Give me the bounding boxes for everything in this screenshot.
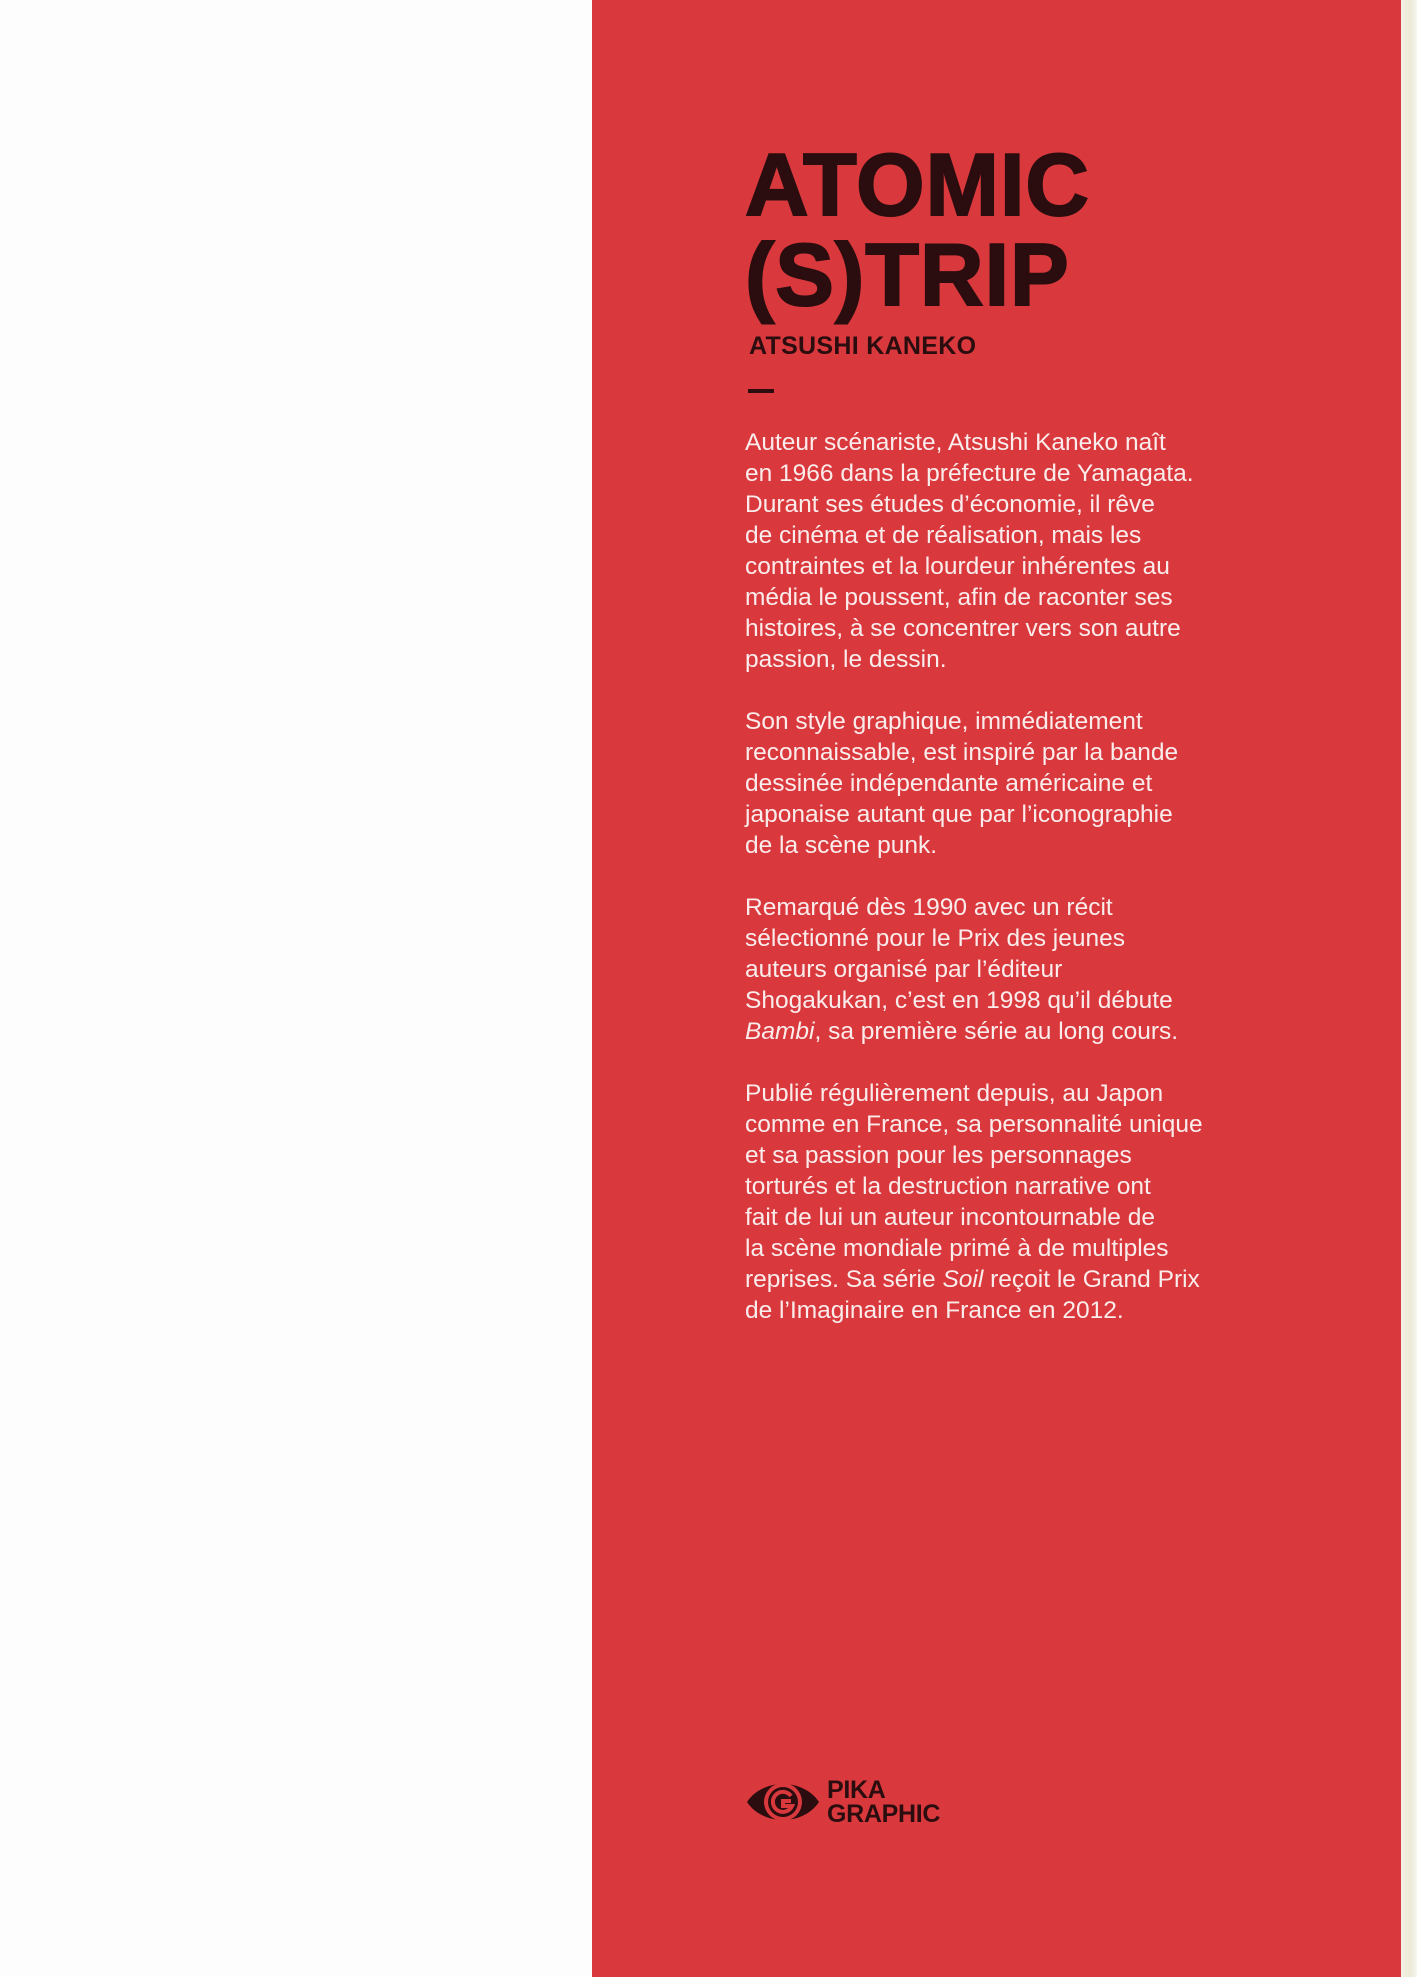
eye-g-icon [745,1774,821,1830]
bio-paragraph-2: Son style graphique, immédiatement reconnaissable, est inspiré par la bande dessinée indépendante américaine et japonaise autant que par l’iconographie de la scène punk. [745,708,1179,859]
bio-paragraph-4-text-b: reçoit le Grand Prix de l’Imaginaire en France en 2012. [745,1266,1200,1324]
series-title-bambi: Bambi [745,1018,815,1045]
title-divider [748,389,774,393]
bio-paragraph-3-text-b: , sa première série au long cours. [814,1018,1179,1045]
author-bio [745,427,1285,1326]
bio-paragraph-4-text-a: Publié régulièrement depuis, au Japon comme en France, sa personnalité unique et sa passion pour les personnages torturés et la destruction narrative ont fait de lui un auteur incontournable de la scène mondiale primé à de multiples reprises. Sa série [745,1080,1203,1293]
title-line-1: ATOMIC [745,135,1090,234]
bio-paragraph-4 [745,1078,1285,1326]
book-title [745,135,1285,324]
bio-paragraph-3 [745,892,1285,1047]
cover-content [745,135,1285,1357]
publisher-line-2: GRAPHIC [827,1800,941,1828]
page-edge-strip [1401,0,1417,1977]
bio-paragraph-3-text-a: Remarqué dès 1990 avec un récit sélectionné pour le Prix des jeunes auteurs organisé par l’éditeur Shogakukan, c’est en 1998 qu’il débute [745,894,1173,1014]
bio-paragraph-1: Auteur scénariste, Atsushi Kaneko naît en 1966 dans la préfecture de Yamagata. Durant ses études d’économie, il rêve de cinéma et de réalisation, mais les contraintes et la lourdeur inhérentes au média le poussent, afin de raconter ses histoires, à se concentrer vers son autre passion, le dessin. [745,429,1194,673]
publisher-logo [745,1774,940,1830]
publisher-line-1: PIKA [827,1776,886,1804]
title-line-2: (S)TRIP [745,225,1070,324]
series-title-soil: Soil [942,1266,984,1293]
publisher-name [827,1778,940,1826]
author-name: ATSUSHI KANEKO [749,332,977,360]
